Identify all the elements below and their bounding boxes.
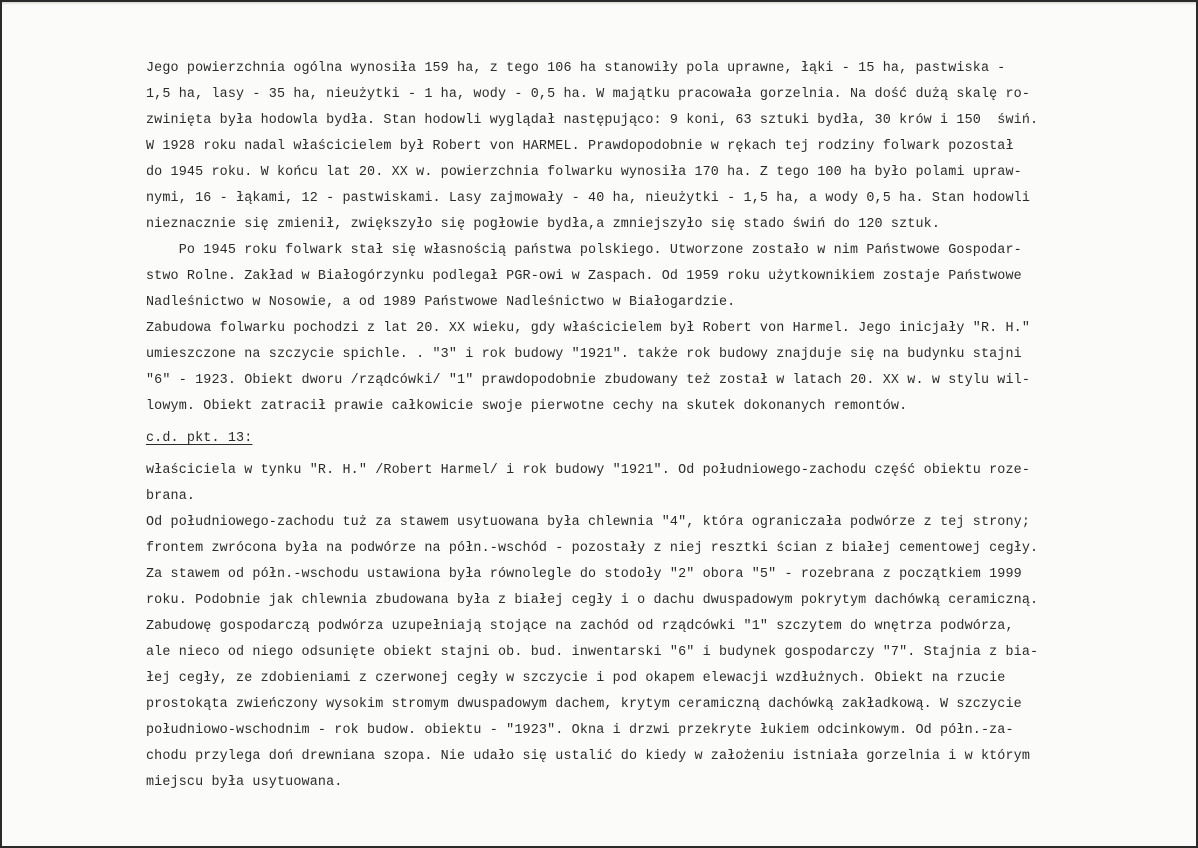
text-line: właściciela w tynku "R. H." /Robert Harmel/ i rok budowy "1921". Od południowego-zachodu część obiektu roze- <box>146 463 1031 478</box>
text-line: prostokąta zwieńczony wysokim stromym dwuspadowym dachem, krytym ceramiczną dachówką zakładkową. W szczycie <box>146 697 1022 712</box>
text-line: południowo-wschodnim - rok budow. obiektu - "1923". Okna i drzwi przekryte łukiem odcinkowym. Od półn.-za- <box>146 723 1014 738</box>
text-line: łej cegły, ze zdobieniami z czerwonej cegły w szczycie i pod okapem elewacji wzdłużnych. Obiekt na rzucie <box>146 671 1006 686</box>
text-line: W 1928 roku nadal właścicielem był Robert von HARMEL. Prawdopodobnie w rękach tej rodziny folwark pozostał <box>146 139 1014 154</box>
scan-edge <box>2 2 1196 5</box>
text-line: Po 1945 roku folwark stał się własnością państwa polskiego. Utworzone zostało w nim Państwowe Gospodar- <box>146 243 1022 258</box>
text-line: do 1945 roku. W końcu lat 20. XX w. powierzchnia folwarku wynosiła 170 ha. Z tego 100 ha było polami upraw- <box>146 165 1022 180</box>
text-line: umieszczone na szczycie spichle. . "3" i rok budowy "1921". także rok budowy znajduje się na budynku stajni <box>146 347 1022 362</box>
section-heading-line <box>146 426 1066 452</box>
text-line: roku. Podobnie jak chlewnia zbudowana była z białej cegły i o dachu dwuspadowym pokrytym dachówką ceramiczną. <box>146 593 1039 608</box>
text-line: nymi, 16 - łąkami, 12 - pastwiskami. Lasy zajmowały - 40 ha, nieużytki - 1,5 ha, a wody 0,5 ha. Stan hodowli <box>146 191 1031 206</box>
text-line: frontem zwrócona była na podwórze na półn.-wschód - pozostały z niej resztki ścian z białej cementowej cegły. <box>146 541 1039 556</box>
text-line: Jego powierzchnia ogólna wynosiła 159 ha, z tego 106 ha stanowiły pola uprawne, łąki - 15 ha, pastwiska - <box>146 61 1006 76</box>
text-line: brana. <box>146 489 196 504</box>
text-line: chodu przylega doń drewniana szopa. Nie udało się ustalić do kiedy w założeniu istniała gorzelnia i w którym <box>146 749 1031 764</box>
text-line: lowym. Obiekt zatracił prawie całkowicie swoje pierwotne cechy na skutek dokonanych remontów. <box>146 399 908 414</box>
document-text <box>146 56 1066 796</box>
text-line: Zabudowę gospodarczą podwórza uzupełniają stojące na zachód od rządcówki "1" szczytem do wnętrza podwórza, <box>146 619 1014 634</box>
text-line: Od południowego-zachodu tuż za stawem usytuowana była chlewnia "4", która ograniczała podwórze z tej strony; <box>146 515 1031 530</box>
section-heading: c.d. pkt. 13: <box>146 431 253 446</box>
text-line: miejscu była usytuowana. <box>146 775 343 790</box>
text-line: nieznacznie się zmienił, zwiększyło się pogłowie bydła,a zmniejszyło się stado świń do 120 sztuk. <box>146 217 941 232</box>
text-line: Zabudowa folwarku pochodzi z lat 20. XX wieku, gdy właścicielem był Robert von Harmel. Jego inicjały "R. H." <box>146 321 1031 336</box>
text-line: "6" - 1923. Obiekt dworu /rządcówki/ "1" prawdopodobnie zbudowany też został w latach 20. XX w. w stylu wil- <box>146 373 1031 388</box>
text-line: zwinięta była hodowla bydła. Stan hodowli wyglądał następująco: 9 koni, 63 sztuki bydła, 30 krów i 150 świń. <box>146 113 1039 128</box>
text-line: stwo Rolne. Zakład w Białogórzynku podlegał PGR-owi w Zaspach. Od 1959 roku użytkownikiem zostaje Państwowe <box>146 269 1022 284</box>
text-line: Nadleśnictwo w Nosowie, a od 1989 Państwowe Nadleśnictwo w Białogardzie. <box>146 295 736 310</box>
text-line: Za stawem od półn.-wschodu ustawiona była równolegle do stodoły "2" obora "5" - rozebrana z początkiem 1999 <box>146 567 1022 582</box>
text-line: ale nieco od niego odsunięte obiekt stajni ob. bud. inwentarski "6" i budynek gospodarczy "7". Stajnia z bia- <box>146 645 1039 660</box>
text-line: 1,5 ha, lasy - 35 ha, nieużytki - 1 ha, wody - 0,5 ha. W majątku pracowała gorzelnia. Na dość dużą skalę ro- <box>146 87 1031 102</box>
